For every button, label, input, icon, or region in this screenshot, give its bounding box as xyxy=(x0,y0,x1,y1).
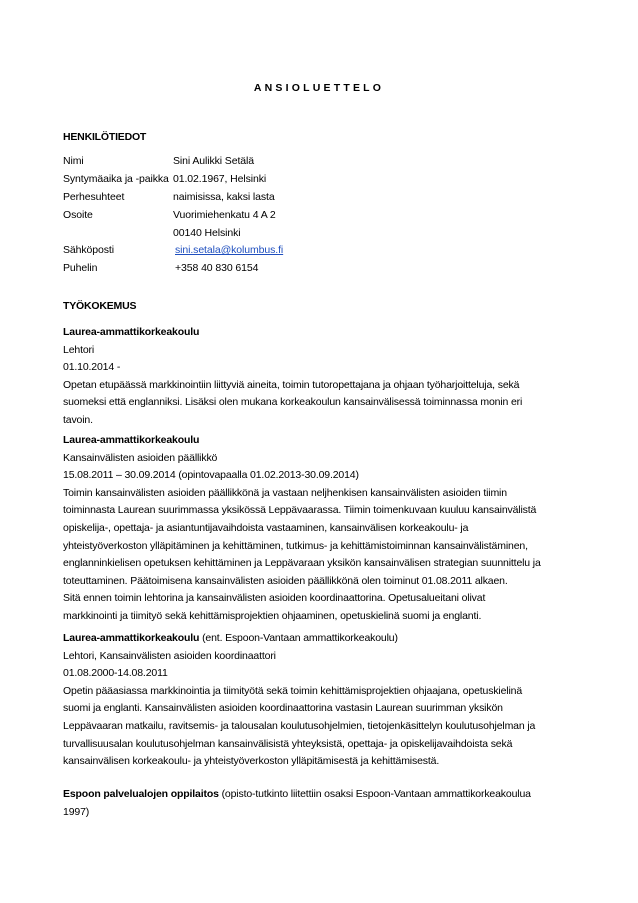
entry-line: toiminnasta Laurean suurimmassa yksikössä Leppävaarassa. Tiimin toimenkuvaan kuuluu kansainvälistä xyxy=(63,504,537,517)
work-entry xyxy=(63,324,575,430)
entry-line: kansainvälisen korkeakoulu- ja yhteistyöverkoston ylläpitämisestä ja kehittämisestä. xyxy=(63,755,440,768)
entry-line: Lehtori, Kansainvälisten asioiden koordinaattori xyxy=(63,649,276,662)
entry-line: markkinointi ja tiimityö sekä kehittämisprojektien ohjaaminen, opetuskielinä suomi ja englanti. xyxy=(63,609,482,622)
personal-label: Sähköposti xyxy=(63,244,114,256)
entry-line: 01.08.2000-14.08.2011 xyxy=(63,667,168,680)
employer-note: (ent. Espoon-Vantaan ammattikorkeakoulu) xyxy=(199,632,398,644)
work-entry xyxy=(63,630,575,771)
personal-value: 01.02.1967, Helsinki xyxy=(173,173,267,185)
work-entry xyxy=(63,432,575,626)
entry-line: Lehtori xyxy=(63,343,95,356)
personal-label: Puhelin xyxy=(63,262,98,274)
personal-label: Nimi xyxy=(63,155,84,167)
entry-line: Kansainvälisten asioiden päällikkö xyxy=(63,451,218,464)
work-entry xyxy=(63,786,575,821)
personal-label: Osoite xyxy=(63,209,93,221)
entry-line: yhteistyöverkoston ylläpitäminen ja kehittäminen, tutkimus- ja kehittämistoiminnan kansainvälistäminen, xyxy=(63,539,528,552)
work-heading: TYÖKOKEMUS xyxy=(63,300,137,312)
entry-line: 01.10.2014 - xyxy=(63,361,121,374)
personal-value: +358 40 830 6154 xyxy=(175,262,259,274)
document-title: ANSIOLUETTELO xyxy=(253,82,385,94)
employer-name: Laurea-ammattikorkeakoulu xyxy=(63,326,200,338)
entry-line: Toimin kansainvälisten asioiden päällikkönä ja vastaan neljhenkisen kansainvälisten asioiden tiimin xyxy=(63,486,507,499)
entry-line: Opetin pääasiassa markkinointia ja tiimityötä sekä toimin kehittämisprojektien ohjaajana, opetuskielinä xyxy=(63,684,523,697)
entry-line: Sitä ennen toimin lehtorina ja kansainvälisten asioiden koordinaattorina. Opetusalueitani olivat xyxy=(63,592,486,605)
entry-line: 1997) xyxy=(63,805,90,818)
personal-label: Perhesuhteet xyxy=(63,191,125,203)
employer-name: Laurea-ammattikorkeakoulu xyxy=(63,434,200,446)
entry-line: suomi ja englanti. Kansainvälisten asioiden koordinaattorina vastasin Laurean suurimman yksikön xyxy=(63,702,503,715)
entry-line: Opetan etupäässä markkinointiin liittyviä aineita, toimin tutoropettajana ja ohjaan työharjoitteluja, sekä xyxy=(63,378,520,391)
entry-line: opiskelija-, opettaja- ja asiantuntijavaihdoista vastaaminen, kansainvälisen korkeakoulu- ja xyxy=(63,521,469,534)
entry-line: turvallisuusalan koulutusohjelman kansainvälisistä yhteyksistä, opettaja- ja opiskelijavaihdoista sekä xyxy=(63,737,513,750)
entry-line: Leppävaaran matkailu, ravitsemis- ja talousalan koulutusohjelmien, tietojenkäsittelyn koulutusohjelman ja xyxy=(63,719,536,732)
entry-line: tavoin. xyxy=(63,413,93,426)
personal-label: Syntymäaika ja -paikka xyxy=(63,173,169,185)
personal-value: Vuorimiehenkatu 4 A 2 xyxy=(173,209,276,221)
employer-name: Espoon palvelualojen oppilaitos xyxy=(63,788,219,800)
employer-note: (opisto-tutkinto liitettiin osaksi Espoon-Vantaan ammattikorkeakoulua xyxy=(218,788,531,800)
entry-line: toteuttaminen. Päätoimisena kansainvälisten asioiden päällikkönä olen toiminut 01.08.2011 alkaen. xyxy=(63,574,508,587)
entry-line: 15.08.2011 – 30.09.2014 (opintovapaalla 01.02.2013-30.09.2014) xyxy=(63,469,359,482)
employer-name: Laurea-ammattikorkeakoulu xyxy=(63,632,200,644)
entry-line: suomeksi että englanniksi. Lisäksi olen mukana korkeakoulun kansainvälisessä toiminnassa monin eri xyxy=(63,396,523,409)
email-link[interactable]: sini.setala@kolumbus.fi xyxy=(175,244,284,256)
personal-value: Sini Aulikki Setälä xyxy=(173,155,254,167)
personal-value: naimisissa, kaksi lasta xyxy=(173,191,275,203)
personal-heading: HENKILÖTIEDOT xyxy=(63,131,147,143)
personal-value: 00140 Helsinki xyxy=(173,227,241,239)
entry-line: englanninkielisen opetuksen kehittäminen ja Leppävaraan yksikön kansainvälisen strategian suunnittelu ja xyxy=(63,557,541,570)
